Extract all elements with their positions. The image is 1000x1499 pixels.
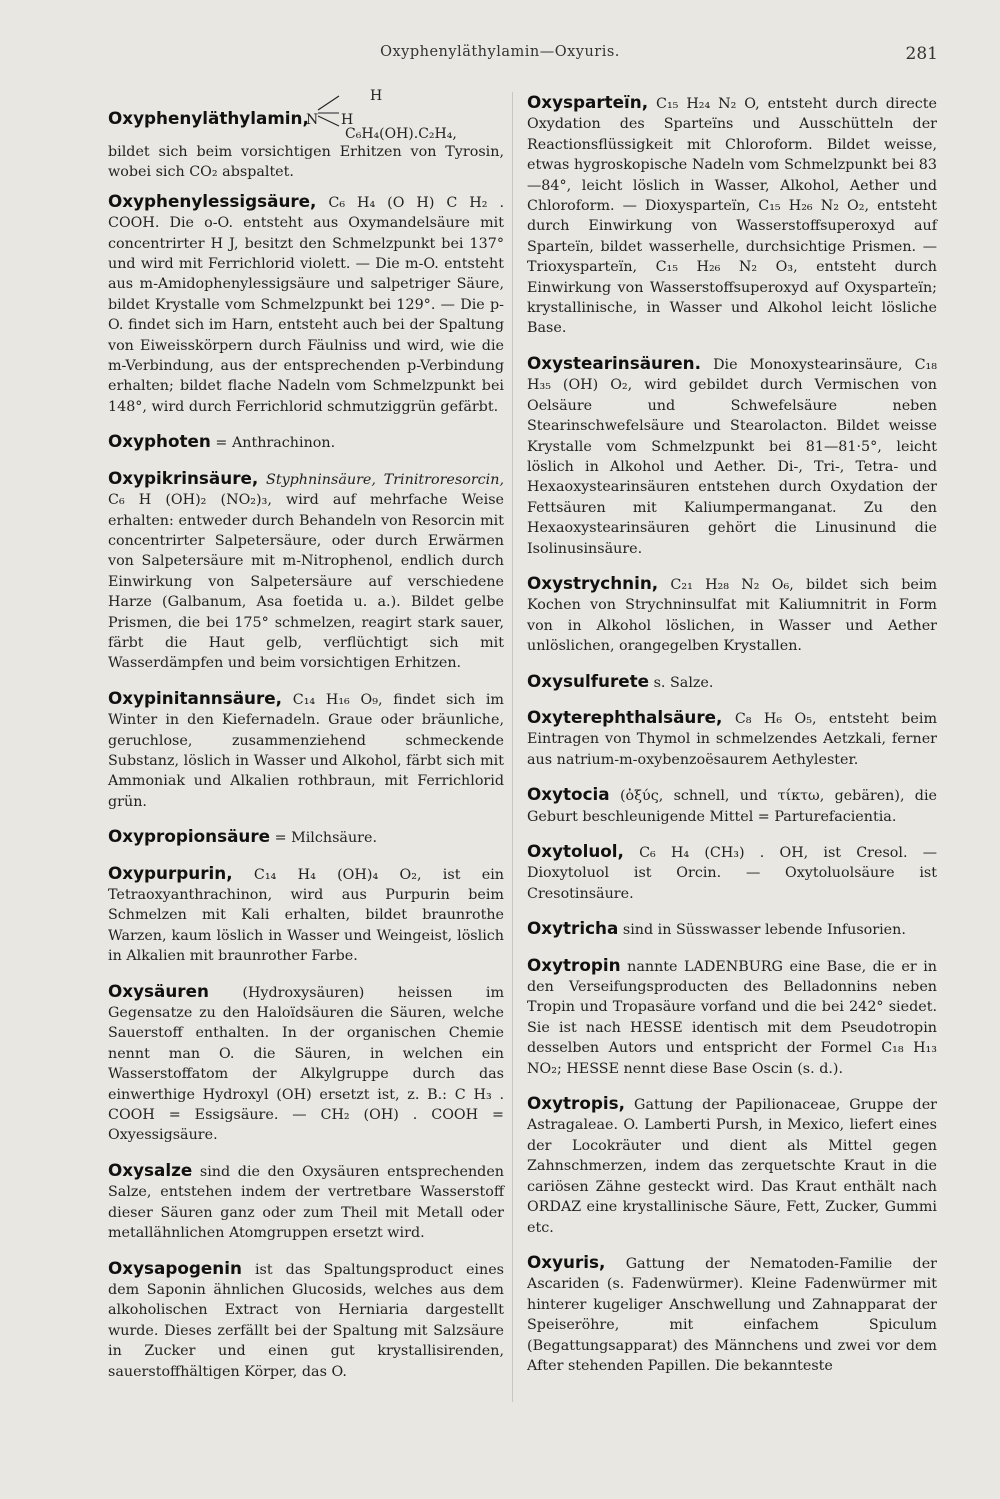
entry-text: C₆ H₄ (CH₃) . OH, ist Cresol. — Dioxytoluol ist Orcin. — Oxytoluolsäure ist Cresotinsäure. (527, 845, 937, 902)
entry-oxystearinsaeuren (527, 353, 937, 559)
entry-text: nannte LADENBURG eine Base, die er in den Verseifungsproducten des Belladonnins neben Tropin und Tropasäure vorfand und die bei 242° siedet. Sie ist nach HESSE identisch mit dem Pseudotropin desselben Autors und entspricht der Formel C₁₈ H₁₃ NO₂; HESSE nennt diese Base Oscin (s. d.). (527, 958, 937, 1077)
entry-oxysparteiin (527, 92, 937, 339)
page-header (0, 44, 1000, 74)
entry-text: C₆ H (OH)₂ (NO₂)₃, wird auf mehrfache Weise erhalten: entweder durch Behandeln von Resorcin mit concentrirter Salpetersäure, oder durch Erwärmen von Salpetersäure mit m-Nitrophenol, endlich durch Einwirkung von Salpetersäure auf verschiedene Harze (Galbanum, Asa foetida u. a.). Bildet gelbe Prismen, die bei 175° schmelzen, reagirt stark sauer, färbt die Haut gelb, verflüchtigt sich mit Wasserdämpfen und beim vorsichtigen Erhitzen. (108, 492, 504, 672)
entry-text: = Anthrachinon. (215, 435, 336, 452)
entry-term: Oxyuris, (527, 1251, 606, 1272)
entry-oxytropis (527, 1093, 937, 1238)
entry-oxypurpurin (108, 863, 504, 967)
chemical-structure (108, 88, 457, 142)
entry-text: = Milchsäure. (274, 830, 377, 847)
entry-text: Gattung der Nematoden-Familie der Ascariden (s. Fadenwürmer). Kleine Fadenwürmer mit hinterer kugeliger Anschwellung und Zahnapparat der Speiseröhre, mit einfachem Spiculum (Begattungsapparat) des Männchens und zwei vor dem After stehenden Papillen. Die bekannteste (527, 1255, 938, 1374)
entry-oxysalze (108, 1160, 504, 1244)
entry-oxysapogenin (108, 1258, 504, 1382)
structure-substituent: C₆H₄(OH).C₂H₄, (345, 126, 457, 142)
entry-oxyphenylaethylamin (108, 88, 504, 183)
entry-oxyterephthalsaeure (527, 707, 937, 770)
entry-term: Oxypinitannsäure, (108, 687, 283, 708)
entry-term: Oxysäuren (108, 980, 209, 1001)
entry-text: C₂₁ H₂₈ N₂ O₆, bildet sich beim Kochen von Strychninsulfat mit Kaliumnitrit in Form von in Alkohol löslichen, in Wasser und Aether unlöslichen, orangegelben Krystallen. (527, 576, 937, 655)
structure-h-top: H (370, 88, 383, 104)
entry-text: C₁₄ H₁₆ O₉, findet sich im Winter in den Kiefernadeln. Graue oder bräunliche, geruchlose, zusammenziehend schmeckende Substanz, löslich in Wasser und Alkohol, färbt sich mit Ammoniak und Alkalien rothbraun, mit Ferrichlorid grün. (108, 691, 504, 810)
entry-oxyphenylessigsaeure (108, 191, 504, 417)
entry-text: ist das Spaltungsproduct eines dem Saponin ähnlichen Glucosids, welches aus dem alkoholischen Extract von Herniaria dargestellt wurde. Dieses zerfällt bei der Spaltung mit Salzsäure in Zucker und einen gut krystallisirenden, sauerstoffhältigen Körper, das O. (108, 1261, 504, 1380)
entry-term: Oxytricha (527, 918, 619, 939)
entry-text: bildet sich beim vorsichtigen Erhitzen von Tyrosin, wobei sich CO₂ abspaltet. (108, 144, 504, 181)
running-head: Oxyphenyläthylamin—Oxyuris. (380, 44, 620, 60)
entry-oxysulfurete (527, 671, 937, 693)
entry-oxystrychnin (527, 573, 937, 657)
entry-term: Oxysapogenin (108, 1257, 242, 1278)
entry-oxytricha (527, 918, 937, 940)
entry-oxypropionsaeure (108, 826, 504, 848)
entry-term: Oxytoluol, (527, 841, 624, 861)
entry-term: Oxytocia (527, 784, 610, 805)
entry-oxytropin (527, 955, 937, 1079)
entry-oxyphoten (108, 431, 504, 453)
entry-term: Oxysparteïn, (527, 92, 649, 112)
entry-term: Oxypikrinsäure, (108, 467, 259, 488)
entry-text: sind in Süsswasser lebende Infusorien. (622, 922, 906, 939)
entry-text: sind die den Oxysäuren entsprechenden Salze, entstehen indem der vertretbare Wasserstoff dieser Säuren ganz oder zum Theil mit Metall oder metallähnlichen Atomgruppen ersetzt wird. (108, 1163, 505, 1242)
bond-lines (314, 88, 344, 128)
entry-term: Oxypropionsäure (108, 826, 271, 847)
structure-nitrogen: N (306, 112, 319, 128)
entry-oxytocia (527, 784, 937, 827)
entry-text: Gattung der Papilionaceae, Gruppe der Astragaleae. O. Lamberti Pursh, in Mexico, liefert eines der Locokräuter und dient als Mittel gegen Zahnschmerzen, indem das zerquetschte Kraut in die cariösen Zähne gesteckt wird. Das Kraut enthält nach ORDAZ eine krystallinische Säure, Fett, Zucker, Gummi etc. (527, 1097, 938, 1236)
entry-term: Oxyterephthalsäure, (527, 706, 723, 727)
entry-term: Oxyphoten (108, 431, 211, 452)
entry-oxytoluol (527, 841, 937, 904)
entry-oxysaeuren (108, 981, 504, 1146)
entry-term: Oxysulfurete (527, 670, 650, 691)
entry-term: Oxypurpurin, (108, 862, 233, 883)
right-column (527, 92, 937, 1390)
entry-oxyuris (527, 1252, 937, 1376)
entry-text: C₁₅ H₂₄ N₂ O, entsteht durch directe Oxydation des Sparteïns und Ausschütteln der Reactionsflüssigkeit mit Chloroform. Bildet weisse, etwas hygroskopische Nadeln vom Schmelzpunkt bei 83—84°, leicht löslich in Wasser, Alkohol, Aether und Chloroform. — Dioxysparteïn, C₁₅ H₂₆ N₂ O₂, entsteht durch Einwirkung von Wasserstoffsuperoxyd auf Sparteïn, bildet wasserhelle, durchsichtige Prismen. — Trioxysparteïn, C₁₅ H₂₆ N₂ O₃, entsteht durch Einwirkung von Wasserstoffsuperoxyd auf Oxysparteïn; krystallinische, in Wasser und Alkohol leicht lösliche Base. (527, 96, 937, 337)
left-column (108, 88, 505, 1396)
entry-term: Oxystearinsäuren. (527, 352, 701, 373)
entry-term: Oxyphenyläthylamin, (108, 108, 309, 128)
page-number: 281 (905, 44, 938, 64)
entry-term: Oxytropin (527, 954, 621, 975)
entry-synonym: Styphninsäure, Trinitroresorcin, (266, 471, 505, 488)
entry-oxypinitannsaeure (108, 688, 504, 812)
entry-term: Oxystrychnin, (527, 572, 659, 593)
entry-term: Oxytropis, (527, 1093, 625, 1114)
entry-text: (Hydroxysäuren) heissen im Gegensatze zu den Haloïdsäuren die Säuren, welche Sauerstoff enthalten. In der organischen Chemie nennt man O. die Säuren, in welchen ein Wasserstoffatom der Alkylgruppe durch das einwerthige Hydroxyl (OH) ersetzt ist, z. B.: C H₃ . COOH = Essigsäure. — CH₂ (OH) . COOH = Oxyessigsäure. (108, 984, 505, 1144)
entry-text: C₁₄ H₄ (OH)₄ O₂, ist ein Tetraoxyanthrachinon, wird aus Purpurin beim Schmelzen mit Kali erhalten, bildet braunrothe Warzen, kaum löslich in Wasser und Weingeist, löslich in Alkalien mit braunrother Farbe. (108, 866, 504, 965)
entry-text: (ὀξύς, schnell, und τίκτω, gebären), die Geburt beschleunigende Mittel = Parturefacientia. (527, 788, 937, 825)
structure-h-mid: H (341, 112, 354, 128)
column-divider (512, 92, 513, 1402)
entry-text: C₆ H₄ (O H) C H₂ . COOH. Die o-O. entsteht aus Oxymandelsäure mit concentrirter H J, besitzt den Schmelzpunkt bei 137° und wird mit Ferrichlorid violett. — Die m-O. entsteht aus m-Amidophenylessigsäure und salpetriger Säure, bildet Krystalle vom Schmelzpunkt bei 129°. — Die p-O. findet sich im Harn, entsteht auch bei der Spaltung von Eiweisskörpern durch Fäulniss und wird, wie die m-Verbindung, aus der entsprechenden p-Verbindung erhalten; bildet flache Nadeln vom Schmelzpunkt bei 148°, wird durch Ferrichlorid schmutziggrün gefärbt. (108, 194, 504, 415)
entry-oxypikrinsaeure (108, 468, 504, 674)
entry-text: C₈ H₆ O₅, entsteht beim Eintragen von Thymol in schmelzendes Aetzkali, ferner aus natrium-m-oxybenzoësaurem Aethylester. (527, 710, 937, 768)
entry-term: Oxysalze (108, 1159, 193, 1180)
entry-text: Die Monoxystearinsäure, C₁₈ H₃₅ (OH) O₂, wird gebildet durch Vermischen von Oelsäure und Schwefelsäure neben Stearinschwefelsäure und Stearolacton. Bildet weisse Krystalle vom Schmelzpunkt bei 81—81·5°, leicht löslich in Alkohol und Aether. Di-, Tri-, Tetra- und Hexaoxystearinsäuren entstehen durch Oxydation der Fettsäuren mit Kaliumpermanganat. Zu den Hexaoxystearinsäuren gehört die Linusinund die Isolinusinsäure. (527, 356, 938, 557)
entry-term: Oxyphenylessigsäure, (108, 190, 317, 211)
entry-text: s. Salze. (653, 674, 714, 691)
